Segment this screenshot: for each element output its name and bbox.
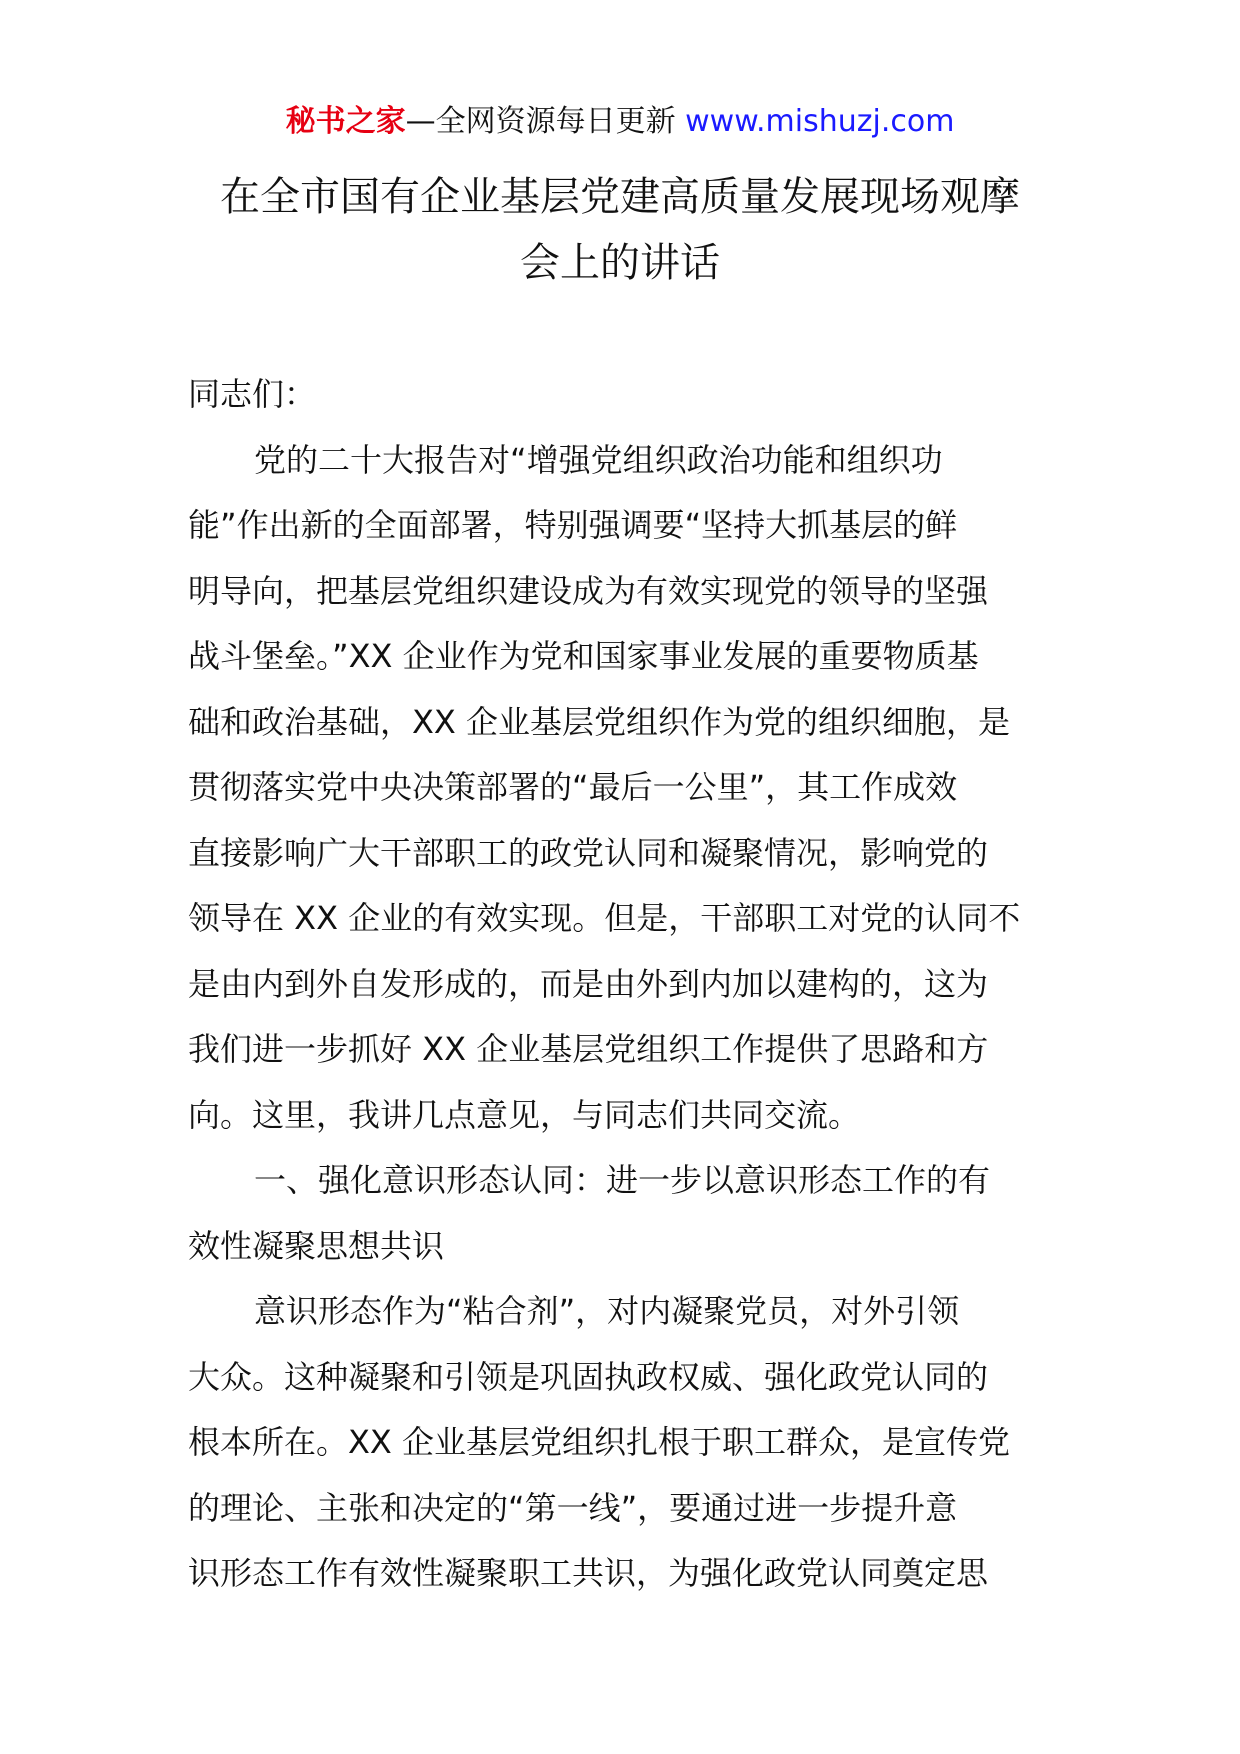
body-line: 意识形态作为“粘合剂”，对内凝聚党员，对外引领 <box>254 1292 960 1330</box>
brand-name: 秘书之家 <box>285 104 406 139</box>
body-line: 向。这里，我讲几点意见，与同志们共同交流。 <box>188 1095 861 1134</box>
body-line: 根本所在。XX 企业基层党组织扎根于职工群众，是宣传党 <box>188 1423 1011 1461</box>
site-url-link[interactable]: www.mishuzj.com <box>685 104 955 139</box>
body-line: 能”作出新的全面部署，特别强调要“坚持大抓基层的鲜 <box>188 506 958 544</box>
body-line: 直接影响广大干部职工的政党认同和凝聚情况，影响党的 <box>188 833 989 872</box>
brand-slogan: —全网资源每日更新 <box>405 104 676 139</box>
title-line-2: 会上的讲话 <box>520 240 720 286</box>
salutation: 同志们： <box>188 375 317 413</box>
body-line: 是由内到外自发形成的，而是由外到内加以建构的，这为 <box>188 964 989 1003</box>
body-line: 领导在 XX 企业的有效实现。但是，干部职工对党的认同不 <box>188 899 1021 937</box>
title-line-1: 在全市国有企业基层党建高质量发展现场观摩 <box>220 174 1020 220</box>
body-line: 础和政治基础，XX 企业基层党组织作为党的组织细胞，是 <box>188 702 1011 741</box>
document-title <box>150 164 1090 296</box>
body-line: 我们进一步抓好 XX 企业基层党组织工作提供了思路和方 <box>188 1030 989 1068</box>
body-line: 党的二十大报告对“增强党组织政治功能和组织功 <box>254 440 943 479</box>
body-line: 贯彻落实党中央决策部署的“最后一公里”，其工作成效 <box>188 768 958 806</box>
body-line: 战斗堡垒。”XX 企业作为党和国家事业发展的重要物质基 <box>188 637 979 675</box>
section-heading-line: 效性凝聚思想共识 <box>188 1226 445 1265</box>
body-line: 识形态工作有效性凝聚职工共识，为强化政党认同奠定思 <box>188 1554 989 1592</box>
body-line: 的理论、主张和决定的“第一线”，要通过进一步提升意 <box>188 1488 958 1527</box>
site-header <box>0 100 1240 144</box>
section-heading-line: 一、强化意识形态认同：进一步以意识形态工作的有 <box>254 1161 991 1199</box>
document-body <box>188 362 1058 1607</box>
body-line: 明导向，把基层党组织建设成为有效实现党的领导的坚强 <box>188 571 989 610</box>
body-line: 大众。这种凝聚和引领是巩固执政权威、强化政党认同的 <box>188 1357 989 1396</box>
